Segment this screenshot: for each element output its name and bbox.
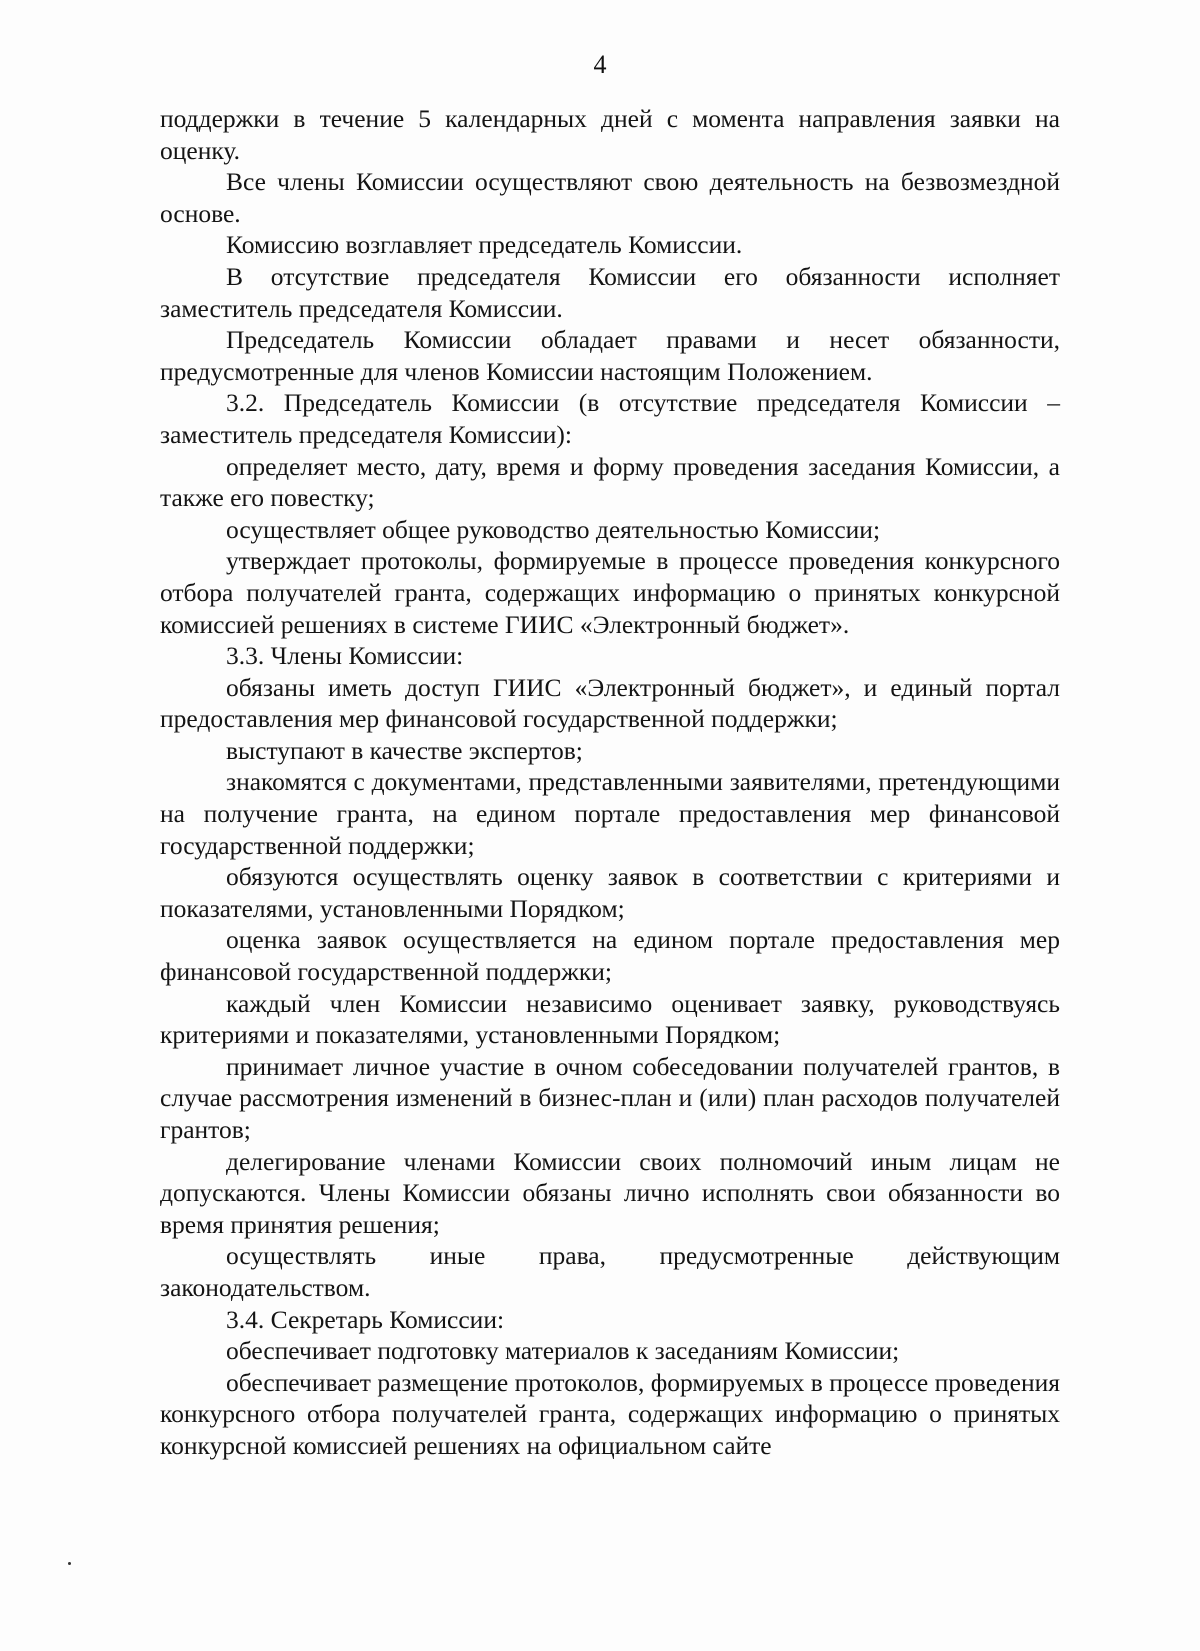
paragraph: 3.3. Члены Комиссии: <box>226 641 464 671</box>
paragraph: определяет место, дату, время и форму проведения заседания Комиссии, а также его повестку; <box>160 451 1060 513</box>
paragraph: обязаны иметь доступ ГИИС «Электронный бюджет», и единый портал предоставления мер финансовой государственной поддержки; <box>160 672 1060 734</box>
paragraph: обеспечивает размещение протоколов, формируемых в процессе проведения конкурсного отбора получателей гранта, содержащих информацию о принятых конкурсной комиссией решениях на официальном сайте <box>160 1367 1060 1460</box>
paragraph: принимает личное участие в очном собеседовании получателей грантов, в случае рассмотрения изменений в бизнес-план и (или) план расходов получателей грантов; <box>160 1051 1060 1144</box>
paragraph: Председатель Комиссии обладает правами и несет обязанности, предусмотренные для членов Комиссии настоящим Положением. <box>160 325 1060 386</box>
paragraph: Все члены Комиссии осуществляют свою деятельность на безвозмездной основе. <box>160 167 1060 228</box>
paragraph: каждый член Комиссии независимо оценивает заявку, руководствуясь критериями и показателями, установленными Порядком; <box>160 988 1060 1050</box>
paragraph: В отсутствие председателя Комиссии его обязанности исполняет заместитель председателя Комиссии. <box>160 261 1060 323</box>
body-text <box>160 103 1060 1462</box>
paragraph: выступают в качестве экспертов; <box>226 735 583 765</box>
paragraph: делегирование членами Комиссии своих полномочий иным лицам не допускаются. Члены Комиссии обязаны лично исполнять свои обязанности во время принятия решения; <box>160 1146 1060 1239</box>
paragraph: 3.2. Председатель Комиссии (в отсутствие председателя Комиссии – заместитель председателя Комиссии): <box>160 388 1060 449</box>
paragraph: осуществлять иные права, предусмотренные действующим законодательством. <box>160 1241 1060 1302</box>
paragraph: обязуются осуществлять оценку заявок в соответствии с критериями и показателями, установленными Порядком; <box>160 862 1060 923</box>
paragraph: Комиссию возглавляет председатель Комиссии. <box>226 230 743 260</box>
paragraph: поддержки в течение 5 календарных дней с момента направления заявки на оценку. <box>160 104 1060 165</box>
page-number: 4 <box>593 50 607 79</box>
paragraph: оценка заявок осуществляется на едином портале предоставления мер финансовой государственной поддержки; <box>160 925 1060 987</box>
paragraph: утверждает протоколы, формируемые в процессе проведения конкурсного отбора получателей гранта, содержащих информацию о принятых конкурсной комиссией решениях в системе ГИИС «Электронный бюджет». <box>160 546 1060 639</box>
paragraph: знакомятся с документами, представленными заявителями, претендующими на получение гранта, на едином портале предоставления мер финансовой государственной поддержки; <box>160 767 1060 860</box>
paragraph: обеспечивает подготовку материалов к заседаниям Комиссии; <box>226 1336 900 1366</box>
paragraph: 3.4. Секретарь Комиссии: <box>226 1304 505 1334</box>
scan-speck <box>68 1562 71 1565</box>
paragraph: осуществляет общее руководство деятельностью Комиссии; <box>226 514 881 544</box>
